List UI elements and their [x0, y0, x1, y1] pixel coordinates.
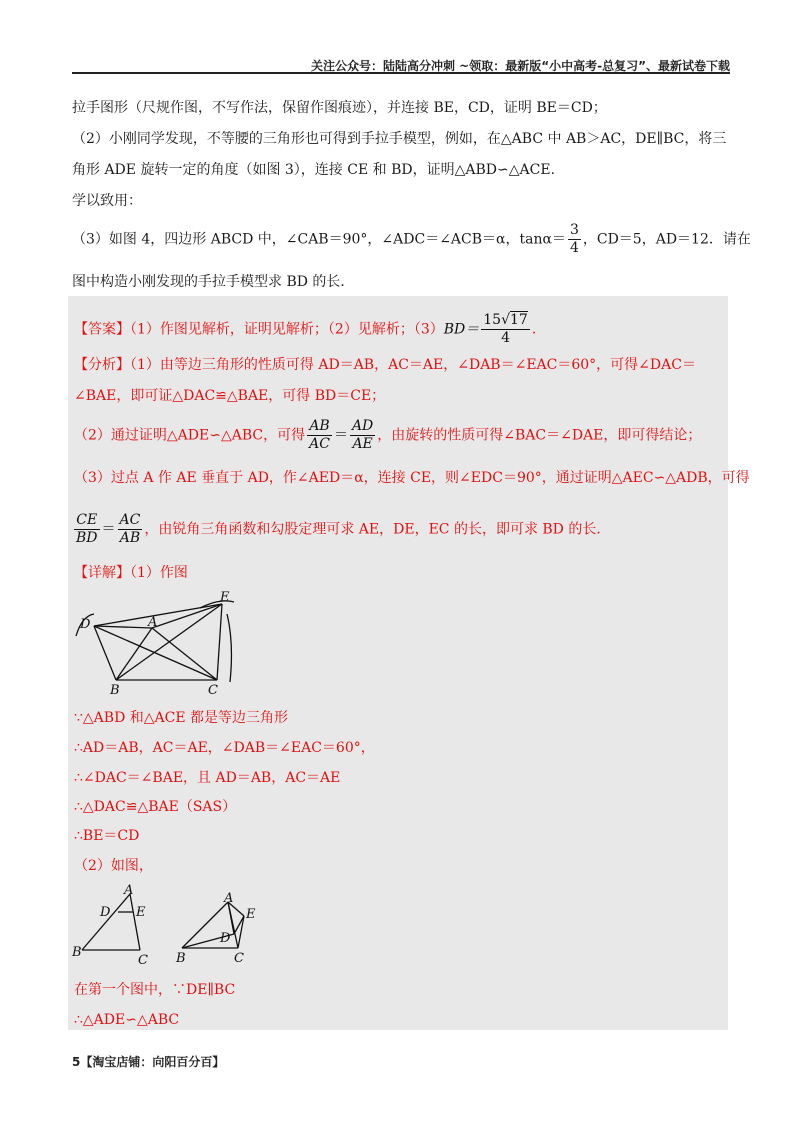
fig1-arc-e: [227, 614, 231, 682]
analysis-line-2: ∠BAE，即可证△DAC≌△BAE，可得 BD＝CE；: [74, 388, 386, 404]
figure-3: [172, 886, 272, 974]
answer-label: 【答案】: [74, 321, 130, 338]
figure-2-svg: [70, 884, 160, 968]
analysis-p3-fraction-2: [118, 512, 143, 547]
fig3-label-e: E: [246, 907, 256, 922]
fig1-label-b: B: [110, 683, 120, 698]
analysis-p3-fraction-1: [74, 512, 100, 547]
answer-bd-eq: BD＝: [443, 321, 480, 338]
fig3-label-c: C: [234, 951, 244, 966]
tan-fraction: [568, 222, 581, 257]
detail-label: 【详解】: [74, 565, 130, 581]
analysis-p2-fraction-2-num: AD: [351, 418, 374, 434]
question-line-5-text-b: ，CD＝5，AD＝12．请在: [582, 231, 751, 248]
answer-numerator-coef: 15: [483, 312, 502, 328]
analysis-p3-fraction-1-den: BD: [76, 530, 98, 546]
fig3-label-d: D: [220, 931, 231, 946]
analysis-p1-line1: （1）由等边三角形的性质可得 AD＝AB，AC＝AE，∠DAB＝∠EAC＝60°，可得∠DAC＝: [130, 357, 696, 373]
analysis-p3-fraction-2-den: AB: [119, 530, 141, 546]
analysis-label: 【分析】: [74, 357, 130, 373]
analysis-p3-fraction-1-num: CE: [74, 512, 100, 530]
fig2-label-a: A: [124, 884, 134, 898]
detail-step-7: 在第一个图中，∵DE∥BC: [74, 982, 236, 998]
detail-step-4: ∴△DAC≌△BAE（SAS）: [74, 799, 237, 815]
analysis-p3-equals: ＝: [101, 521, 116, 538]
analysis-line-5: [74, 512, 610, 547]
question-line-4: 学以致用：: [72, 193, 142, 209]
analysis-p2-fraction-1-den: AC: [309, 436, 330, 452]
fig2-label-d: D: [100, 905, 111, 920]
sqrt-symbol: √: [501, 312, 510, 328]
analysis-p3-text-b: ，由锐角三角函数和勾股定理可求 AE，DE，EC 的长，即可求 BD 的长．: [144, 521, 611, 538]
question-line-2: （2）小刚同学发现，不等腰的三角形也可得到手拉手模型，例如，在△ABC 中 AB＞AC，DE∥BC，将三: [72, 131, 727, 147]
analysis-line-3: [74, 418, 701, 453]
detail-step-5: ∴BE＝CD: [74, 828, 140, 844]
analysis-p2-text-b: ，由旋转的性质可得∠BAC＝∠DAE，即可得结论；: [377, 427, 702, 444]
figure-1: [72, 588, 242, 702]
detail-step-2: ∴AD＝AB，AC＝AE，∠DAB＝∠EAC＝60°，: [74, 740, 375, 756]
page-header: 关注公众号：陆陆高分冲刺 ~领取：最新版“小中高考-总复习”、最新试卷下载: [311, 59, 730, 73]
question-line-5: [72, 222, 751, 257]
analysis-p2-equals: ＝: [333, 427, 348, 444]
answer-end: ．: [531, 321, 546, 338]
fig3-label-b: B: [176, 951, 186, 966]
tan-fraction-numerator: 3: [569, 222, 579, 238]
analysis-p2-fraction-2: [350, 418, 375, 453]
analysis-p2-fraction-1-num: AB: [307, 418, 332, 436]
page-number: 5: [72, 1055, 81, 1069]
detail-step-8: ∴△ADE∽△ABC: [74, 1012, 180, 1028]
analysis-p3-fraction-2-num: AC: [119, 512, 141, 528]
question-line-3: 角形 ADE 旋转一定的角度（如图 3），连接 CE 和 BD，证明△ABD∽△ACE.: [72, 162, 555, 178]
analysis-p2-fraction-2-den: AE: [352, 436, 373, 452]
tan-fraction-denominator: 4: [569, 240, 579, 256]
analysis-p2-text-a: （2）通过证明△ADE∽△ABC，可得: [74, 427, 306, 444]
detail-step-6: （2）如图，: [74, 858, 153, 874]
answer-text: （1）作图见解析，证明见解析；（2）见解析；（3）: [130, 321, 444, 338]
answer-numerator-radicand: 17: [510, 312, 528, 328]
detail-step-3: ∴∠DAC＝∠BAE，且 AD＝AB，AC＝AE: [74, 770, 341, 786]
analysis-line-1: [74, 355, 696, 375]
detail-intro: （1）作图: [130, 565, 188, 581]
question-line-1: 拉手图形（尺规作图，不写作法，保留作图痕迹），并连接 BE，CD，证明 BE＝CD；: [72, 100, 607, 116]
header-divider: [72, 72, 730, 74]
figure-1-svg: [72, 588, 242, 698]
question-line-6: 图中构造小刚发现的手拉手模型求 BD 的长．: [72, 274, 355, 290]
fig2-label-c: C: [138, 953, 148, 968]
analysis-line-4: （3）过点 A 作 AE 垂直于 AD，作∠AED＝α，连接 CE，则∠EDC＝90°，通过证明△AEC∽△ADB，可得: [74, 470, 750, 486]
fig1-label-e: E: [220, 590, 230, 605]
fig3-label-a: A: [224, 891, 234, 906]
fig2-label-b: B: [72, 945, 82, 960]
footer-shop-text: 【淘宝店铺：向阳百分百】: [80, 1055, 225, 1069]
question-line-5-text-a: （3）如图 4，四边形 ABCD 中，∠CAB＝90°，∠ADC＝∠ACB＝α，tanα＝: [72, 231, 566, 248]
analysis-p2-fraction-1: [307, 418, 332, 453]
figure-3-svg: [172, 886, 272, 970]
fig2-label-e: E: [136, 905, 146, 920]
detail-line-1: [74, 563, 188, 583]
answer-fraction-denominator: 4: [501, 330, 510, 346]
answer-line: [74, 312, 546, 347]
figure-2: [70, 884, 160, 972]
page-footer: [72, 1053, 224, 1070]
answer-fraction-numerator: [481, 312, 530, 330]
detail-step-1: ∵△ABD 和△ACE 都是等边三角形: [74, 710, 289, 726]
answer-fraction: [481, 312, 530, 347]
fig1-label-c: C: [208, 683, 218, 698]
fig1-label-d: D: [80, 617, 91, 632]
fig1-label-a: A: [148, 615, 158, 630]
